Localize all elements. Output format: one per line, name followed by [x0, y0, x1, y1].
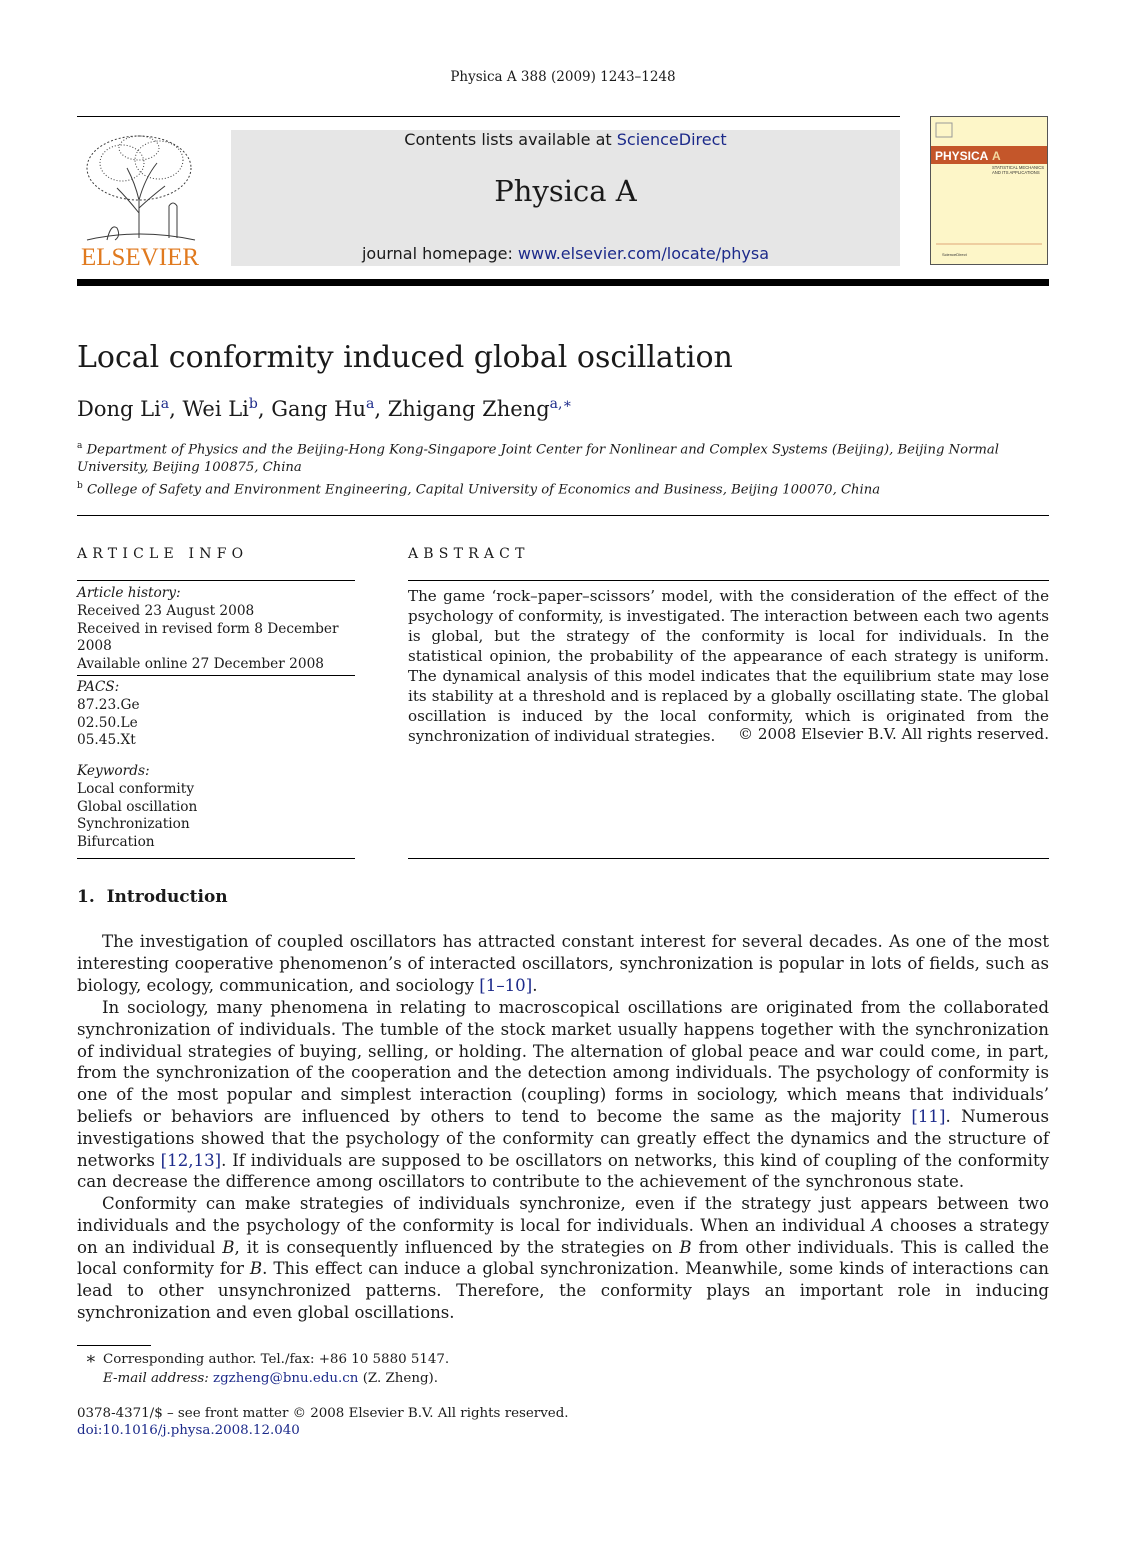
- affiliation-b: $^b$ College of Safety and Environment Engineering, Capital University of Economics and Business, Beijing 100070, China: [77, 481, 881, 498]
- journal-citation: Physica A 388 (2009) 1243–1248: [450, 69, 676, 85]
- citation-link[interactable]: [11]: [911, 1106, 946, 1126]
- keyword: Synchronization: [77, 816, 190, 833]
- footnote-star: ∗: [85, 1349, 97, 1369]
- affiliation-mark[interactable]: a: [160, 396, 170, 412]
- info-divider: [77, 675, 355, 676]
- article-info-heading: ARTICLE INFO: [77, 546, 249, 562]
- elsevier-tree-icon: [77, 128, 203, 268]
- masthead-box: [231, 130, 900, 266]
- keyword-list: Keywords: Local conformity Global oscillation Synchronization Bifurcation: [77, 763, 355, 852]
- abstract-heading: ABSTRACT: [408, 546, 530, 562]
- article-history: Article history: Received 23 August 2008 Received in revised form 8 December 2008 Available online 27 December 2008: [77, 585, 355, 674]
- keyword: Local conformity: [77, 780, 195, 797]
- author-list: Dong Li$^a$, Wei Li$^b$, Gang Hu$^a$, Zhigang Zheng$^{a,∗}$: [77, 396, 572, 421]
- info-divider: [77, 580, 355, 581]
- history-item: Available online 27 December 2008: [77, 656, 324, 673]
- keyword: Global oscillation: [77, 798, 198, 815]
- history-item: Received 23 August 2008: [77, 602, 255, 619]
- journal-cover-image: [930, 116, 1048, 265]
- author-name: Gang Hu: [271, 397, 366, 421]
- email-note: E-mail address: zgzheng@bnu.edu.cn (Z. Zheng).: [103, 1371, 439, 1386]
- doi-link[interactable]: doi:10.1016/j.physa.2008.12.040: [77, 1423, 300, 1438]
- author-name: Zhigang Zheng: [387, 397, 550, 421]
- masthead-bar: [77, 279, 1049, 286]
- body-paragraph: In sociology, many phenomena in relating to macroscopical oscillations are originated from the collaborated synchronization of individuals. The tumble of the stock market usually happens together with the synchronization of individual strategies of buying, selling, or holding. The alternation of global peace and war could come, in part, from the synchronization of the cooperation and the detection among individuals. The psychology of conformity is one of the most popular and simplest interaction (coupling) forms in sociology, which means that individuals’ beliefs or behaviors are influenced by others to tend to become the same as the majority [11]. Numerous investigations showed that the psychology of the conformity can greatly effect the dynamics and the structure of networks [12,13]. If individuals are supposed to be oscillators on networks, this kind of coupling of the conformity can decrease the difference among oscillators to contribute to the achievement of the synchronous state.: [77, 998, 1049, 1192]
- section-heading: 1. Introduction: [77, 887, 228, 907]
- cover-subtitle-2: AND ITS APPLICATIONS: [992, 170, 1040, 175]
- citation-link[interactable]: [12,13]: [160, 1150, 222, 1170]
- cover-footer: ScienceDirect: [942, 252, 967, 257]
- abstract-copyright: © 2008 Elsevier B.V. All rights reserved.: [737, 725, 1049, 743]
- body-paragraph: Conformity can make strategies of individuals synchronize, even if the strategy just appears between two individuals and the psychology of the conformity is local for individuals. When an individual A chooses a strategy on an individual B, it is consequently influenced by the strategies on B from other individuals. This is called the local conformity for B. This effect can induce a global synchronization. Meanwhile, some kinds of interactions can lead to other unsynchronized patterns. Therefore, the conformity plays an important role in inducing synchronization and even global oscillations.: [77, 1194, 1050, 1322]
- affiliation-mark[interactable]: a,∗: [549, 396, 572, 412]
- journal-cover[interactable]: [930, 116, 1048, 265]
- citation-link[interactable]: [1–10]: [479, 975, 533, 995]
- corresponding-author-note: Corresponding author. Tel./fax: +86 10 5880 5147.: [103, 1352, 450, 1367]
- cover-subtitle-1: STATISTICAL MECHANICS: [992, 165, 1045, 170]
- author-name: Dong Li: [77, 397, 161, 421]
- pacs-code: 05.45.Xt: [77, 732, 136, 749]
- journal-name: Physica A: [494, 174, 637, 208]
- author-name: Wei Li: [182, 397, 249, 421]
- affiliation-mark[interactable]: a: [365, 396, 375, 412]
- keyword: Bifurcation: [77, 834, 155, 851]
- footnote-rule: [77, 1345, 151, 1346]
- history-item: Received in revised form 8 December 2008: [77, 620, 339, 655]
- title-divider: [77, 515, 1049, 516]
- info-divider: [77, 858, 355, 859]
- cover-letter: A: [992, 149, 1001, 163]
- elsevier-wordmark: ELSEVIER: [80, 244, 200, 268]
- abstract-text: The game ‘rock–paper–scissors’ model, with the consideration of the effect of the psychology of conformity, is investigated. The interaction between each two agents is global, but the strategy of the conformity is local for individuals. In the statistical opinion, the probability of the appearance of each strategy is uniform. The dynamical analysis of this model indicates that the equilibrium state may lose its stability at a threshold and is replaced by a globally oscillating state. The global oscillation is induced by the local conformity, which is originated from the synchronization of individual strategies.: [408, 587, 1049, 745]
- pacs-code: 02.50.Le: [77, 714, 138, 731]
- homepage-line: journal homepage: www.elsevier.com/locate/physa: [361, 244, 770, 263]
- sciencedirect-link[interactable]: ScienceDirect: [616, 130, 727, 149]
- masthead-top-rule: [77, 116, 900, 117]
- body-paragraph: The investigation of coupled oscillators has attracted constant interest for several decades. As one of the most interesting cooperative phenomenon’s of interacted oscillators, synchronization is popular in lots of fields, such as biology, ecology, communication, and sociology [1–10].: [77, 932, 1049, 995]
- affiliation-a: $^a$ Department of Physics and the Beijing-Hong Kong-Singapore Joint Center for Nonlinear and Complex Systems (Beijing), Beijing Normal University, Beijing 100875, China: [77, 441, 1000, 476]
- pacs-code: 87.23.Ge: [77, 696, 140, 713]
- pacs-list: PACS: 87.23.Ge 02.50.Le 05.45.Xt: [77, 679, 355, 750]
- cover-title: PHYSICA: [935, 149, 989, 163]
- abstract-divider: [408, 858, 1049, 859]
- affiliation-mark[interactable]: b: [248, 396, 258, 412]
- contents-line: Contents lists available at ScienceDirect: [404, 130, 727, 149]
- journal-homepage-link[interactable]: www.elsevier.com/locate/physa: [517, 244, 770, 263]
- email-link[interactable]: zgzheng@bnu.edu.cn: [213, 1371, 359, 1386]
- front-matter-note: 0378-4371/$ – see front matter © 2008 Elsevier B.V. All rights reserved.: [77, 1406, 569, 1421]
- abstract-divider: [408, 580, 1049, 581]
- article-title: Local conformity induced global oscillation: [77, 340, 733, 375]
- elsevier-logo[interactable]: [77, 128, 203, 268]
